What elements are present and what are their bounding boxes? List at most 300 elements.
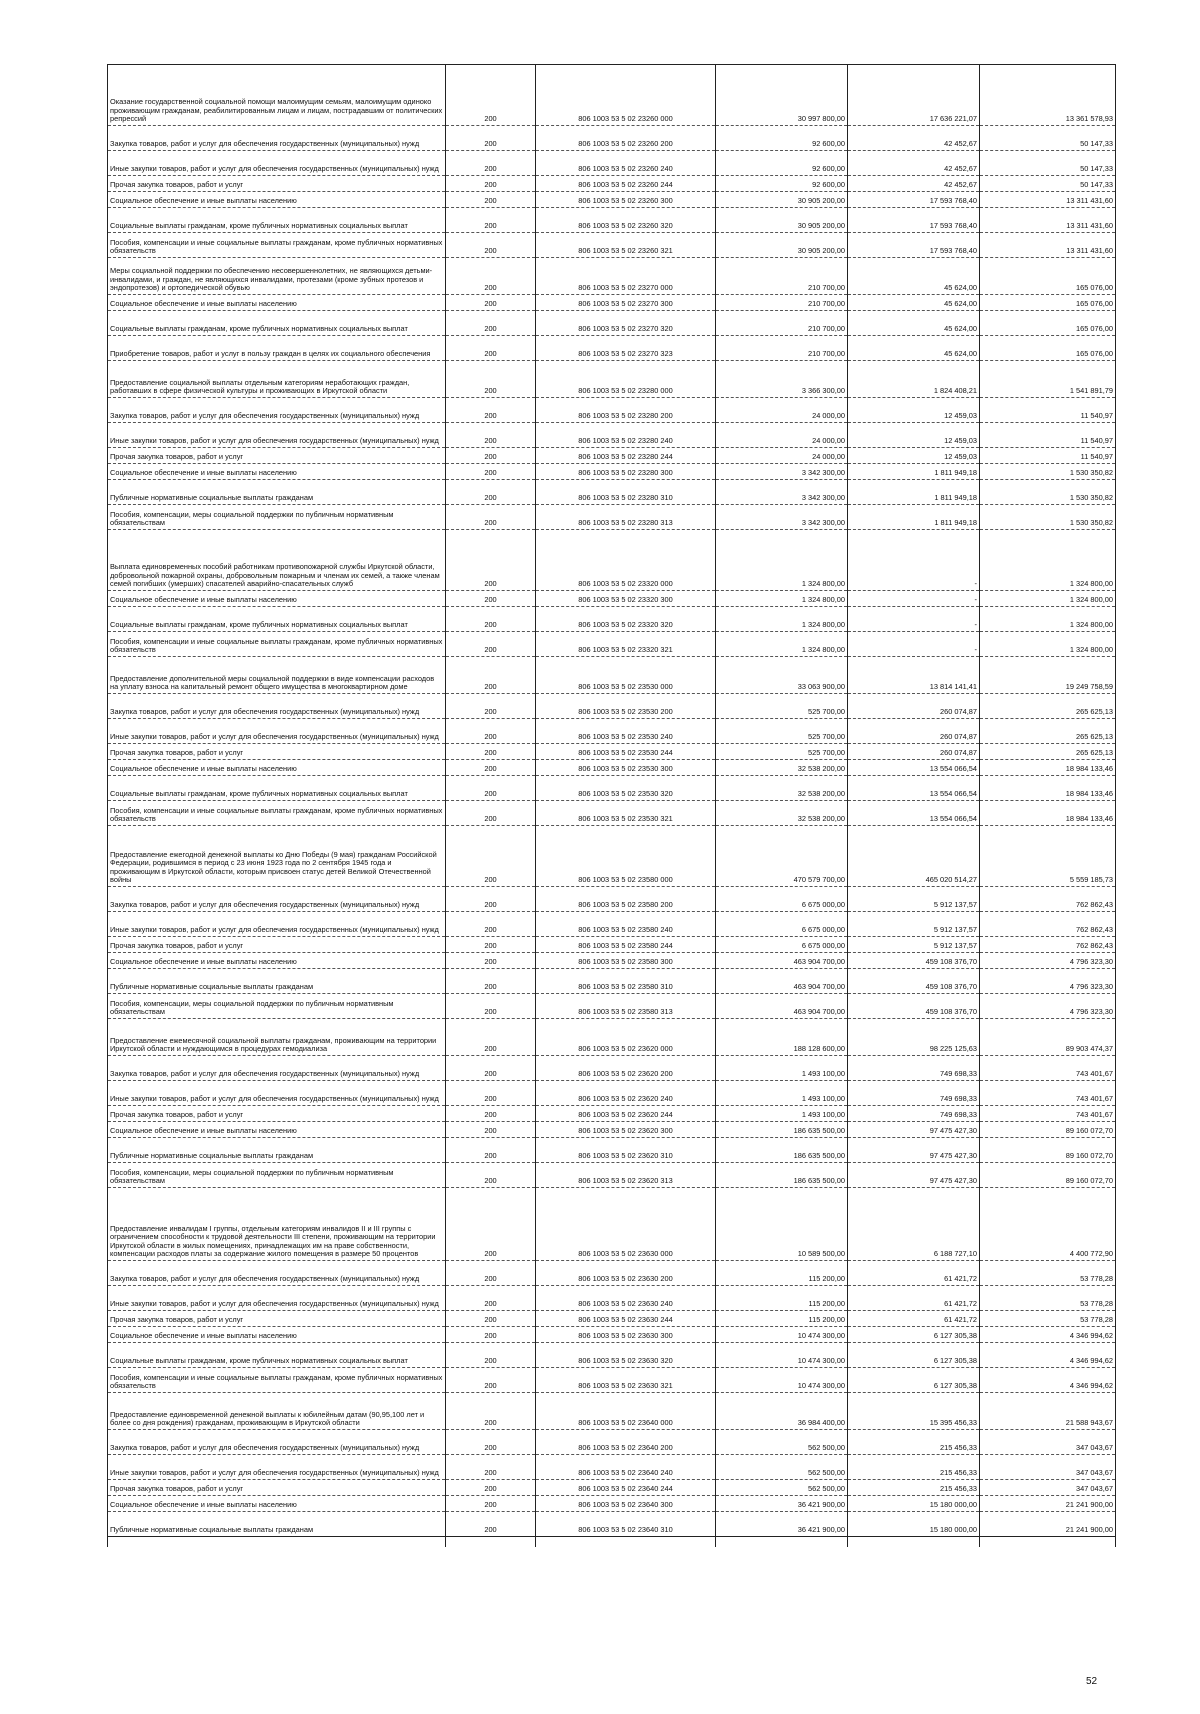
table-row xyxy=(108,719,1116,744)
row-name: Закупка товаров, работ и услуг для обеспечения государственных (муниципальных) нужд xyxy=(108,1056,446,1081)
row-unexecuted: 1 530 350,82 xyxy=(980,480,1116,505)
table-row xyxy=(108,801,1116,826)
row-unexecuted: 21 241 900,00 xyxy=(980,1512,1116,1537)
row-classification: 806 1003 53 5 02 23320 000 xyxy=(536,530,716,591)
row-classification: 806 1003 53 5 02 23580 200 xyxy=(536,887,716,912)
row-name: Предоставление дополнительной меры социальной поддержки в виде компенсации расходов на уплату взноса на капитальный ремонт общего имущества в многоквартирном доме xyxy=(108,657,446,694)
table-row xyxy=(108,1368,1116,1393)
table-row xyxy=(108,632,1116,657)
row-classification: 806 1003 53 5 02 23530 240 xyxy=(536,719,716,744)
row-code: 200 xyxy=(446,126,536,151)
row-executed: 749 698,33 xyxy=(848,1106,980,1122)
row-code: 200 xyxy=(446,1138,536,1163)
row-name: Прочая закупка товаров, работ и услуг xyxy=(108,1106,446,1122)
row-classification: 806 1003 53 5 02 23630 200 xyxy=(536,1261,716,1286)
row-approved: 24 000,00 xyxy=(716,398,848,423)
row-code: 200 xyxy=(446,953,536,969)
row-name: Приобретение товаров, работ и услуг в пользу граждан в целях их социального обеспечения xyxy=(108,336,446,361)
row-classification: 806 1003 53 5 02 23620 000 xyxy=(536,1019,716,1056)
table-row xyxy=(108,126,1116,151)
row-approved: 1 493 100,00 xyxy=(716,1056,848,1081)
row-name: Закупка товаров, работ и услуг для обеспечения государственных (муниципальных) нужд xyxy=(108,1261,446,1286)
row-executed: 215 456,33 xyxy=(848,1480,980,1496)
row-classification: 806 1003 53 5 02 23580 000 xyxy=(536,826,716,887)
row-executed: 5 912 137,57 xyxy=(848,912,980,937)
row-approved: 562 500,00 xyxy=(716,1430,848,1455)
row-classification: 806 1003 53 5 02 23620 240 xyxy=(536,1081,716,1106)
row-unexecuted: 11 540,97 xyxy=(980,398,1116,423)
row-classification: 806 1003 53 5 02 23260 240 xyxy=(536,151,716,176)
row-code: 200 xyxy=(446,887,536,912)
row-code: 200 xyxy=(446,1327,536,1343)
row-unexecuted: 89 903 474,37 xyxy=(980,1019,1116,1056)
row-approved: 562 500,00 xyxy=(716,1480,848,1496)
row-approved: 463 904 700,00 xyxy=(716,969,848,994)
spacer-cell xyxy=(716,65,848,90)
row-name: Прочая закупка товаров, работ и услуг xyxy=(108,176,446,192)
row-executed: 97 475 427,30 xyxy=(848,1122,980,1138)
row-code: 200 xyxy=(446,208,536,233)
row-approved: 1 324 800,00 xyxy=(716,632,848,657)
row-classification: 806 1003 53 5 02 23630 320 xyxy=(536,1343,716,1368)
row-name: Иные закупки товаров, работ и услуг для обеспечения государственных (муниципальных) нужд xyxy=(108,151,446,176)
row-unexecuted: 18 984 133,46 xyxy=(980,760,1116,776)
row-executed: 1 824 408,21 xyxy=(848,361,980,398)
table-row xyxy=(108,176,1116,192)
row-classification: 806 1003 53 5 02 23640 000 xyxy=(536,1393,716,1430)
row-approved: 30 905 200,00 xyxy=(716,192,848,208)
row-classification: 806 1003 53 5 02 23280 240 xyxy=(536,423,716,448)
row-executed: 42 452,67 xyxy=(848,151,980,176)
row-unexecuted: 53 778,28 xyxy=(980,1261,1116,1286)
row-classification: 806 1003 53 5 02 23580 310 xyxy=(536,969,716,994)
row-name: Социальное обеспечение и иные выплаты населению xyxy=(108,192,446,208)
row-name: Предоставление единовременной денежной выплаты к юбилейным датам (90,95,100 лет и более со дня рождения) гражданам, проживающим в Иркутской области xyxy=(108,1393,446,1430)
row-executed: 17 593 768,40 xyxy=(848,208,980,233)
row-approved: 10 474 300,00 xyxy=(716,1368,848,1393)
row-code: 200 xyxy=(446,1056,536,1081)
row-name: Пособия, компенсации, меры социальной поддержки по публичным нормативным обязательствам xyxy=(108,505,446,530)
row-executed: 15 395 456,33 xyxy=(848,1393,980,1430)
row-classification: 806 1003 53 5 02 23640 310 xyxy=(536,1512,716,1537)
row-approved: 186 635 500,00 xyxy=(716,1122,848,1138)
table-row xyxy=(108,607,1116,632)
row-unexecuted: 13 361 578,93 xyxy=(980,89,1116,126)
row-approved: 210 700,00 xyxy=(716,336,848,361)
table-row xyxy=(108,423,1116,448)
table-row xyxy=(108,953,1116,969)
row-classification: 806 1003 53 5 02 23270 320 xyxy=(536,311,716,336)
spacer-cell xyxy=(108,1537,446,1548)
row-code: 200 xyxy=(446,1261,536,1286)
row-executed: - xyxy=(848,632,980,657)
row-name: Оказание государственной социальной помощи малоимущим семьям, малоимущим одиноко проживающим гражданам, реабилитированным лицам и лицам, пострадавшим от политических репрессий xyxy=(108,89,446,126)
table-row xyxy=(108,1261,1116,1286)
row-name: Публичные нормативные социальные выплаты гражданам xyxy=(108,480,446,505)
table-row xyxy=(108,1311,1116,1327)
row-unexecuted: 265 625,13 xyxy=(980,719,1116,744)
row-approved: 470 579 700,00 xyxy=(716,826,848,887)
row-code: 200 xyxy=(446,657,536,694)
table-row xyxy=(108,887,1116,912)
row-executed: 5 912 137,57 xyxy=(848,937,980,953)
row-code: 200 xyxy=(446,448,536,464)
row-unexecuted: 18 984 133,46 xyxy=(980,801,1116,826)
spacer-cell xyxy=(536,65,716,90)
row-classification: 806 1003 53 5 02 23260 321 xyxy=(536,233,716,258)
row-approved: 92 600,00 xyxy=(716,126,848,151)
row-approved: 525 700,00 xyxy=(716,744,848,760)
row-unexecuted: 762 862,43 xyxy=(980,912,1116,937)
row-executed: 17 636 221,07 xyxy=(848,89,980,126)
row-code: 200 xyxy=(446,1311,536,1327)
row-approved: 6 675 000,00 xyxy=(716,937,848,953)
row-executed: 15 180 000,00 xyxy=(848,1512,980,1537)
row-executed: 17 593 768,40 xyxy=(848,192,980,208)
row-executed: 215 456,33 xyxy=(848,1430,980,1455)
row-approved: 10 589 500,00 xyxy=(716,1188,848,1261)
row-approved: 3 342 300,00 xyxy=(716,480,848,505)
row-classification: 806 1003 53 5 02 23630 300 xyxy=(536,1327,716,1343)
table-row xyxy=(108,1480,1116,1496)
row-approved: 36 421 900,00 xyxy=(716,1496,848,1512)
row-name: Прочая закупка товаров, работ и услуг xyxy=(108,448,446,464)
table-row xyxy=(108,192,1116,208)
row-approved: 10 474 300,00 xyxy=(716,1343,848,1368)
row-approved: 463 904 700,00 xyxy=(716,953,848,969)
row-name: Социальные выплаты гражданам, кроме публичных нормативных социальных выплат xyxy=(108,607,446,632)
table-row xyxy=(108,1430,1116,1455)
table-row xyxy=(108,1138,1116,1163)
row-executed: 6 188 727,10 xyxy=(848,1188,980,1261)
row-approved: 10 474 300,00 xyxy=(716,1327,848,1343)
row-executed: 98 225 125,63 xyxy=(848,1019,980,1056)
row-code: 200 xyxy=(446,1455,536,1480)
table-row xyxy=(108,1081,1116,1106)
row-classification: 806 1003 53 5 02 23320 320 xyxy=(536,607,716,632)
row-executed: 13 554 066,54 xyxy=(848,801,980,826)
row-code: 200 xyxy=(446,1019,536,1056)
row-name: Предоставление ежегодной денежной выплаты ко Дню Победы (9 мая) гражданам Российской Федерации, родившимся в период с 23 июня 1923 года по 2 сентября 1945 года и проживающим в Иркутской области, которым присвоен статус детей Великой Отечественной войны xyxy=(108,826,446,887)
row-unexecuted: 165 076,00 xyxy=(980,311,1116,336)
row-approved: 115 200,00 xyxy=(716,1286,848,1311)
row-name: Пособия, компенсации и иные социальные выплаты гражданам, кроме публичных нормативных обязательств xyxy=(108,632,446,657)
row-unexecuted: 50 147,33 xyxy=(980,126,1116,151)
row-unexecuted: 1 530 350,82 xyxy=(980,464,1116,480)
row-unexecuted: 265 625,13 xyxy=(980,744,1116,760)
row-approved: 36 421 900,00 xyxy=(716,1512,848,1537)
row-classification: 806 1003 53 5 02 23640 300 xyxy=(536,1496,716,1512)
row-unexecuted: 4 346 994,62 xyxy=(980,1327,1116,1343)
row-classification: 806 1003 53 5 02 23580 240 xyxy=(536,912,716,937)
row-classification: 806 1003 53 5 02 23630 321 xyxy=(536,1368,716,1393)
row-executed: 5 912 137,57 xyxy=(848,887,980,912)
row-code: 200 xyxy=(446,776,536,801)
row-unexecuted: 762 862,43 xyxy=(980,887,1116,912)
row-approved: 30 905 200,00 xyxy=(716,208,848,233)
row-executed: 42 452,67 xyxy=(848,176,980,192)
row-approved: 36 984 400,00 xyxy=(716,1393,848,1430)
row-code: 200 xyxy=(446,760,536,776)
row-code: 200 xyxy=(446,1081,536,1106)
table-bottom-spacer xyxy=(108,1537,1116,1548)
row-classification: 806 1003 53 5 02 23620 313 xyxy=(536,1163,716,1188)
row-name: Социальное обеспечение и иные выплаты населению xyxy=(108,1122,446,1138)
row-executed: 1 811 949,18 xyxy=(848,480,980,505)
row-approved: 30 905 200,00 xyxy=(716,233,848,258)
row-unexecuted: 743 401,67 xyxy=(980,1081,1116,1106)
row-classification: 806 1003 53 5 02 23280 310 xyxy=(536,480,716,505)
table-row xyxy=(108,1343,1116,1368)
row-classification: 806 1003 53 5 02 23630 244 xyxy=(536,1311,716,1327)
table-row xyxy=(108,744,1116,760)
table-row xyxy=(108,969,1116,994)
table-row xyxy=(108,591,1116,607)
row-name: Социальное обеспечение и иные выплаты населению xyxy=(108,295,446,311)
row-executed: 12 459,03 xyxy=(848,423,980,448)
row-name: Иные закупки товаров, работ и услуг для обеспечения государственных (муниципальных) нужд xyxy=(108,1081,446,1106)
row-code: 200 xyxy=(446,192,536,208)
row-code: 200 xyxy=(446,1286,536,1311)
row-unexecuted: 18 984 133,46 xyxy=(980,776,1116,801)
row-approved: 3 342 300,00 xyxy=(716,464,848,480)
table-row xyxy=(108,657,1116,694)
row-approved: 32 538 200,00 xyxy=(716,801,848,826)
row-approved: 30 997 800,00 xyxy=(716,89,848,126)
row-executed: 13 814 141,41 xyxy=(848,657,980,694)
spacer-cell xyxy=(446,65,536,90)
row-code: 200 xyxy=(446,464,536,480)
row-executed: 13 554 066,54 xyxy=(848,776,980,801)
table-row xyxy=(108,258,1116,295)
row-classification: 806 1003 53 5 02 23620 244 xyxy=(536,1106,716,1122)
table-body xyxy=(108,65,1116,1548)
row-executed: 61 421,72 xyxy=(848,1261,980,1286)
row-approved: 525 700,00 xyxy=(716,694,848,719)
row-executed: 459 108 376,70 xyxy=(848,953,980,969)
spacer-cell xyxy=(536,1537,716,1548)
row-unexecuted: 347 043,67 xyxy=(980,1430,1116,1455)
row-name: Социальные выплаты гражданам, кроме публичных нормативных социальных выплат xyxy=(108,208,446,233)
row-name: Социальное обеспечение и иные выплаты населению xyxy=(108,464,446,480)
row-executed: 215 456,33 xyxy=(848,1455,980,1480)
table-row xyxy=(108,694,1116,719)
row-code: 200 xyxy=(446,295,536,311)
row-approved: 1 324 800,00 xyxy=(716,607,848,632)
row-unexecuted: 89 160 072,70 xyxy=(980,1122,1116,1138)
row-classification: 806 1003 53 5 02 23530 200 xyxy=(536,694,716,719)
row-executed: 12 459,03 xyxy=(848,448,980,464)
row-approved: 463 904 700,00 xyxy=(716,994,848,1019)
table-row xyxy=(108,208,1116,233)
row-code: 200 xyxy=(446,233,536,258)
row-name: Иные закупки товаров, работ и услуг для обеспечения государственных (муниципальных) нужд xyxy=(108,1455,446,1480)
table-row xyxy=(108,760,1116,776)
spacer-cell xyxy=(980,65,1116,90)
row-name: Меры социальной поддержки по обеспечению несовершеннолетних, не являющихся детьми-инвалидами, и граждан, не являющихся инвалидами, протезами (кроме зубных протезов и эндопротезов) и ортопедической обувью xyxy=(108,258,446,295)
row-name: Предоставление социальной выплаты отдельным категориям неработающих граждан, работавших в сфере физической культуры и проживающих в Иркутской области xyxy=(108,361,446,398)
row-name: Социальные выплаты гражданам, кроме публичных нормативных социальных выплат xyxy=(108,1343,446,1368)
table-row xyxy=(108,826,1116,887)
row-name: Пособия, компенсации, меры социальной поддержки по публичным нормативным обязательствам xyxy=(108,1163,446,1188)
row-executed: 13 554 066,54 xyxy=(848,760,980,776)
table-row xyxy=(108,311,1116,336)
row-name: Социальные выплаты гражданам, кроме публичных нормативных социальных выплат xyxy=(108,776,446,801)
spacer-cell xyxy=(446,1537,536,1548)
row-approved: 186 635 500,00 xyxy=(716,1138,848,1163)
table-row xyxy=(108,1163,1116,1188)
row-name: Прочая закупка товаров, работ и услуг xyxy=(108,1480,446,1496)
row-code: 200 xyxy=(446,151,536,176)
row-executed: 459 108 376,70 xyxy=(848,994,980,1019)
row-approved: 32 538 200,00 xyxy=(716,760,848,776)
table-row xyxy=(108,1512,1116,1537)
row-code: 200 xyxy=(446,801,536,826)
row-approved: 115 200,00 xyxy=(716,1261,848,1286)
row-name: Социальное обеспечение и иные выплаты населению xyxy=(108,953,446,969)
row-code: 200 xyxy=(446,361,536,398)
row-name: Иные закупки товаров, работ и услуг для обеспечения государственных (муниципальных) нужд xyxy=(108,719,446,744)
row-executed: - xyxy=(848,607,980,632)
row-unexecuted: 1 541 891,79 xyxy=(980,361,1116,398)
row-classification: 806 1003 53 5 02 23270 323 xyxy=(536,336,716,361)
row-approved: 1 493 100,00 xyxy=(716,1081,848,1106)
row-name: Предоставление инвалидам I группы, отдельным категориям инвалидов II и III группы с ограничением способности к трудовой деятельности III степени, проживающим на территории Иркутской области в жилых помещениях, принадлежащих им на праве собственности, компенсации расходов платы за содержание жилого помещения в размере 50 процентов xyxy=(108,1188,446,1261)
row-approved: 3 342 300,00 xyxy=(716,505,848,530)
row-name: Закупка товаров, работ и услуг для обеспечения государственных (муниципальных) нужд xyxy=(108,126,446,151)
row-executed: 45 624,00 xyxy=(848,258,980,295)
row-executed: 42 452,67 xyxy=(848,126,980,151)
row-code: 200 xyxy=(446,336,536,361)
row-name: Прочая закупка товаров, работ и услуг xyxy=(108,744,446,760)
row-unexecuted: 5 559 185,73 xyxy=(980,826,1116,887)
row-unexecuted: 4 346 994,62 xyxy=(980,1343,1116,1368)
row-name: Публичные нормативные социальные выплаты гражданам xyxy=(108,969,446,994)
row-code: 200 xyxy=(446,744,536,760)
row-name: Закупка товаров, работ и услуг для обеспечения государственных (муниципальных) нужд xyxy=(108,1430,446,1455)
row-executed: 45 624,00 xyxy=(848,295,980,311)
table-row xyxy=(108,1393,1116,1430)
row-classification: 806 1003 53 5 02 23640 244 xyxy=(536,1480,716,1496)
spacer-cell xyxy=(716,1537,848,1548)
row-classification: 806 1003 53 5 02 23640 240 xyxy=(536,1455,716,1480)
row-executed: 6 127 305,38 xyxy=(848,1368,980,1393)
row-approved: 186 635 500,00 xyxy=(716,1163,848,1188)
spacer-cell xyxy=(108,65,446,90)
row-unexecuted: 165 076,00 xyxy=(980,336,1116,361)
row-unexecuted: 165 076,00 xyxy=(980,258,1116,295)
row-executed: 465 020 514,27 xyxy=(848,826,980,887)
row-code: 200 xyxy=(446,480,536,505)
row-classification: 806 1003 53 5 02 23620 310 xyxy=(536,1138,716,1163)
spacer-cell xyxy=(980,1537,1116,1548)
row-unexecuted: 53 778,28 xyxy=(980,1286,1116,1311)
row-approved: 92 600,00 xyxy=(716,176,848,192)
spacer-cell xyxy=(848,65,980,90)
row-classification: 806 1003 53 5 02 23260 244 xyxy=(536,176,716,192)
row-unexecuted: 1 324 800,00 xyxy=(980,607,1116,632)
row-classification: 806 1003 53 5 02 23530 300 xyxy=(536,760,716,776)
row-approved: 210 700,00 xyxy=(716,311,848,336)
row-unexecuted: 50 147,33 xyxy=(980,176,1116,192)
row-classification: 806 1003 53 5 02 23530 321 xyxy=(536,801,716,826)
row-approved: 3 366 300,00 xyxy=(716,361,848,398)
row-name: Пособия, компенсации и иные социальные выплаты гражданам, кроме публичных нормативных обязательств xyxy=(108,233,446,258)
row-unexecuted: 13 311 431,60 xyxy=(980,208,1116,233)
row-classification: 806 1003 53 5 02 23580 313 xyxy=(536,994,716,1019)
row-classification: 806 1003 53 5 02 23270 300 xyxy=(536,295,716,311)
row-name: Социальное обеспечение и иные выплаты населению xyxy=(108,760,446,776)
row-executed: 6 127 305,38 xyxy=(848,1343,980,1368)
row-name: Социальное обеспечение и иные выплаты населению xyxy=(108,1327,446,1343)
row-approved: 1 324 800,00 xyxy=(716,530,848,591)
table-row xyxy=(108,89,1116,126)
row-unexecuted: 89 160 072,70 xyxy=(980,1163,1116,1188)
table-row xyxy=(108,398,1116,423)
row-unexecuted: 743 401,67 xyxy=(980,1106,1116,1122)
row-name: Закупка товаров, работ и услуг для обеспечения государственных (муниципальных) нужд xyxy=(108,887,446,912)
row-classification: 806 1003 53 5 02 23530 320 xyxy=(536,776,716,801)
row-classification: 806 1003 53 5 02 23260 200 xyxy=(536,126,716,151)
row-executed: - xyxy=(848,591,980,607)
row-approved: 1 324 800,00 xyxy=(716,591,848,607)
row-approved: 6 675 000,00 xyxy=(716,887,848,912)
row-code: 200 xyxy=(446,1496,536,1512)
row-classification: 806 1003 53 5 02 23280 313 xyxy=(536,505,716,530)
row-name: Предоставление ежемесячной социальной выплаты гражданам, проживающим на территории Иркутской области и нуждающимся в процедурах гемодиализа xyxy=(108,1019,446,1056)
table-row xyxy=(108,505,1116,530)
row-classification: 806 1003 53 5 02 23260 000 xyxy=(536,89,716,126)
table-row xyxy=(108,1286,1116,1311)
row-classification: 806 1003 53 5 02 23260 320 xyxy=(536,208,716,233)
row-unexecuted: 762 862,43 xyxy=(980,937,1116,953)
row-code: 200 xyxy=(446,694,536,719)
row-classification: 806 1003 53 5 02 23320 321 xyxy=(536,632,716,657)
table-row xyxy=(108,994,1116,1019)
table-row xyxy=(108,295,1116,311)
row-classification: 806 1003 53 5 02 23640 200 xyxy=(536,1430,716,1455)
row-name: Иные закупки товаров, работ и услуг для обеспечения государственных (муниципальных) нужд xyxy=(108,1286,446,1311)
row-executed: 1 811 949,18 xyxy=(848,464,980,480)
row-unexecuted: 4 796 323,30 xyxy=(980,994,1116,1019)
row-code: 200 xyxy=(446,912,536,937)
row-unexecuted: 19 249 758,59 xyxy=(980,657,1116,694)
row-name: Прочая закупка товаров, работ и услуг xyxy=(108,937,446,953)
row-unexecuted: 347 043,67 xyxy=(980,1455,1116,1480)
row-classification: 806 1003 53 5 02 23280 300 xyxy=(536,464,716,480)
row-name: Пособия, компенсации и иные социальные выплаты гражданам, кроме публичных нормативных обязательств xyxy=(108,1368,446,1393)
row-name: Иные закупки товаров, работ и услуг для обеспечения государственных (муниципальных) нужд xyxy=(108,423,446,448)
table-row xyxy=(108,480,1116,505)
row-code: 200 xyxy=(446,1430,536,1455)
row-approved: 210 700,00 xyxy=(716,258,848,295)
page-number: 52 xyxy=(1086,1676,1098,1687)
table-row xyxy=(108,361,1116,398)
table-row xyxy=(108,336,1116,361)
row-code: 200 xyxy=(446,937,536,953)
row-code: 200 xyxy=(446,591,536,607)
row-unexecuted: 4 346 994,62 xyxy=(980,1368,1116,1393)
row-code: 200 xyxy=(446,632,536,657)
row-code: 200 xyxy=(446,1122,536,1138)
row-executed: 260 074,87 xyxy=(848,719,980,744)
row-unexecuted: 1 324 800,00 xyxy=(980,632,1116,657)
row-code: 200 xyxy=(446,311,536,336)
row-approved: 1 493 100,00 xyxy=(716,1106,848,1122)
table-row xyxy=(108,1188,1116,1261)
row-code: 200 xyxy=(446,258,536,295)
row-unexecuted: 89 160 072,70 xyxy=(980,1138,1116,1163)
